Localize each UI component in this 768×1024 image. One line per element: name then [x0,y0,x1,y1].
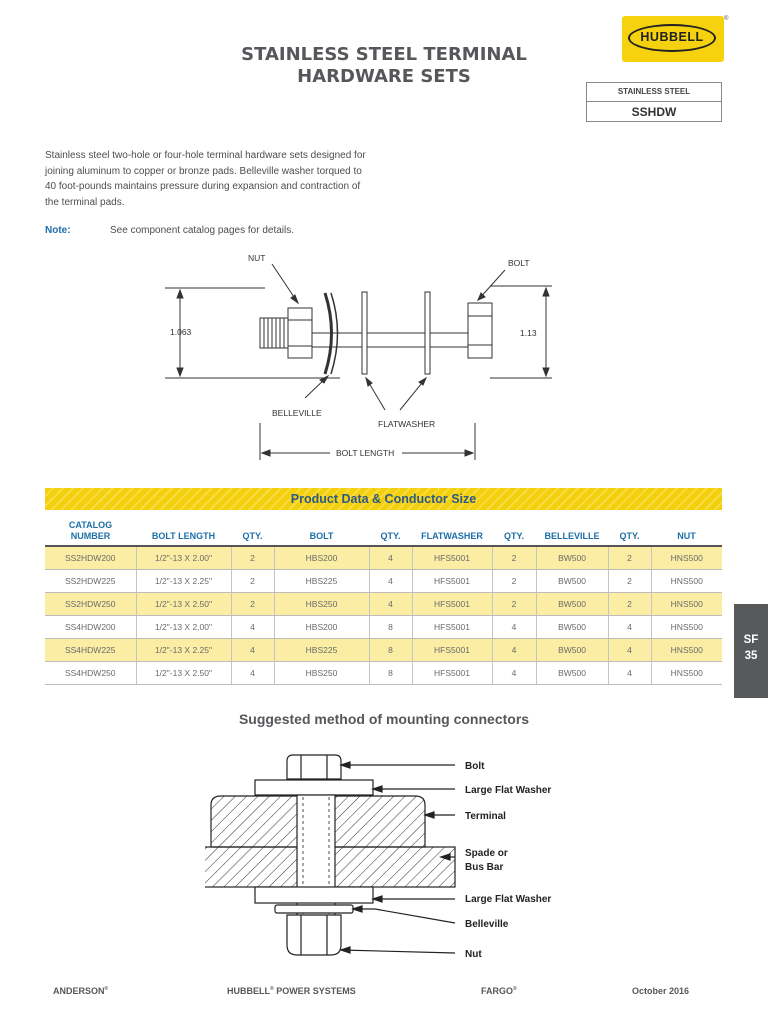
section-tab-line1: SF [743,634,759,646]
table-cell: HBS225 [274,570,369,593]
table-cell: BW500 [536,616,608,639]
mounting-washer-bottom-label: Large Flat Washer [465,894,552,905]
table-cell: HNS500 [651,616,722,639]
product-table [45,510,722,685]
table-cell: 4 [608,662,651,685]
footer-fargo [481,986,517,996]
note-text: See component catalog pages for details. [110,225,295,236]
logo-oval [628,24,716,52]
mounting-belleville-label: Belleville [465,919,509,930]
bolt-label: BOLT [508,258,530,268]
product-tag-label: STAINLESS STEEL [587,83,721,102]
table-cell: 4 [608,616,651,639]
table-cell: HFS5001 [412,662,492,685]
logo-text: HUBBELL [640,30,704,44]
table-cell: SS2HDW200 [45,546,136,570]
table-cell: 2 [231,570,274,593]
bolt-length-label: BOLT LENGTH [336,448,395,458]
col-qty-nut: QTY. [608,510,651,546]
section-tab [734,604,768,698]
table-title: Product Data & Conductor Size [45,488,722,510]
table-cell: 4 [369,570,412,593]
dim-right-label: 1.13 [520,328,537,338]
table-row [45,662,722,685]
table-cell: BW500 [536,662,608,685]
mounting-spade-label-1: Spade or [465,848,508,859]
footer-anderson-text: ANDERSON [53,986,105,996]
table-cell: BW500 [536,593,608,616]
col-qty-bolt: QTY. [231,510,274,546]
table-cell: 2 [231,546,274,570]
table-cell: HBS225 [274,639,369,662]
col-qty-belleville: QTY. [492,510,536,546]
nut-label: NUT [248,253,266,263]
footer-power-systems-text: POWER SYSTEMS [273,986,356,996]
table-cell: 1/2"-13 X 2.25" [136,639,231,662]
table-cell: SS4HDW225 [45,639,136,662]
table-cell: SS4HDW250 [45,662,136,685]
table-cell: 1/2"-13 X 2.50" [136,662,231,685]
table-cell: BW500 [536,546,608,570]
section-tab-line2: 35 [744,650,758,662]
table-cell: HNS500 [651,662,722,685]
mounting-bolt-label: Bolt [465,761,485,772]
hubbell-logo [622,16,724,62]
col-catalog-line2: NUMBER [70,531,111,541]
col-bolt-length: BOLT LENGTH [136,510,231,546]
table-row [45,616,722,639]
title-line-2: HARDWARE SETS [297,66,471,87]
note-label: Note: [45,225,71,236]
footer-hubbell-power-systems [227,986,356,996]
table-cell: 1/2"-13 X 2.00" [136,546,231,570]
table-cell: 2 [492,546,536,570]
mounting-nut-label: Nut [465,949,482,960]
table-cell: 4 [492,662,536,685]
product-data-table [45,488,722,685]
table-cell: 2 [608,593,651,616]
footer-hubbell-mark: ® [270,986,274,992]
table-cell: HBS250 [274,593,369,616]
logo-registered-mark: ® [724,16,729,22]
title-line-1: STAINLESS STEEL TERMINAL [241,44,527,65]
table-cell: BW500 [536,570,608,593]
col-nut: NUT [651,510,722,546]
table-row [45,593,722,616]
col-bolt: BOLT [274,510,369,546]
table-cell: HBS250 [274,662,369,685]
table-cell: HFS5001 [412,593,492,616]
table-cell: SS2HDW225 [45,570,136,593]
table-cell: 4 [608,639,651,662]
col-belleville: BELLEVILLE [536,510,608,546]
table-row [45,570,722,593]
flatwasher-label: FLATWASHER [378,419,436,429]
table-cell: HNS500 [651,593,722,616]
table-cell: HFS5001 [412,570,492,593]
table-cell: 2 [492,593,536,616]
footer-hubbell-text: HUBBELL [227,986,270,996]
mounting-method-diagram [205,747,565,967]
table-cell: 1/2"-13 X 2.25" [136,570,231,593]
table-cell: 8 [369,639,412,662]
belleville-label: BELLEVILLE [272,408,322,418]
table-cell: 1/2"-13 X 2.50" [136,593,231,616]
table-cell: HNS500 [651,639,722,662]
table-cell: 2 [231,593,274,616]
table-cell: HNS500 [651,546,722,570]
table-cell: 2 [492,570,536,593]
mounting-washer-top-label: Large Flat Washer [465,785,552,796]
product-tag [586,82,722,122]
table-row [45,546,722,570]
table-cell: BW500 [536,639,608,662]
table-cell: HNS500 [651,570,722,593]
table-cell: 4 [231,662,274,685]
col-flatwasher: FLATWASHER [412,510,492,546]
col-qty-flatwasher: QTY. [369,510,412,546]
footer-fargo-text: FARGO [481,986,514,996]
mounting-title: Suggested method of mounting connectors [238,711,530,727]
table-cell: HBS200 [274,616,369,639]
table-cell: 2 [608,570,651,593]
col-catalog-line1: CATALOG [68,520,113,530]
mounting-spade-label-2: Bus Bar [465,862,504,873]
dim-left-label: 1.063 [170,327,192,337]
footer-anderson-mark: ® [104,986,109,992]
table-header-row [45,510,722,546]
footer-anderson [53,986,108,996]
product-description: Stainless steel two-hole or four-hole terminal hardware sets designed for joining aluminum to copper or bronze pads. Belleville washer torqued to 40 foot-pounds maintains pressure during expansion and contraction of the terminal pads. [45,150,366,208]
table-cell: 4 [492,639,536,662]
col-catalog-number [45,510,136,546]
table-cell: SS2HDW250 [45,593,136,616]
table-cell: 4 [492,616,536,639]
table-cell: SS4HDW200 [45,616,136,639]
table-cell: 8 [369,616,412,639]
table-row [45,639,722,662]
table-cell: 4 [369,546,412,570]
footer-date: October 2016 [632,986,690,996]
hardware-dimension-diagram [140,248,560,463]
table-cell: 1/2"-13 X 2.00" [136,616,231,639]
table-cell: 4 [231,639,274,662]
table-cell: 2 [608,546,651,570]
table-cell: 4 [369,593,412,616]
table-cell: HFS5001 [412,546,492,570]
table-cell: 8 [369,662,412,685]
table-cell: HFS5001 [412,616,492,639]
footer-fargo-mark: ® [513,986,517,992]
table-cell: HFS5001 [412,639,492,662]
table-cell: 4 [231,616,274,639]
page-title [190,44,578,88]
product-tag-code: SSHDW [631,105,677,119]
mounting-terminal-label: Terminal [465,811,506,822]
table-cell: HBS200 [274,546,369,570]
